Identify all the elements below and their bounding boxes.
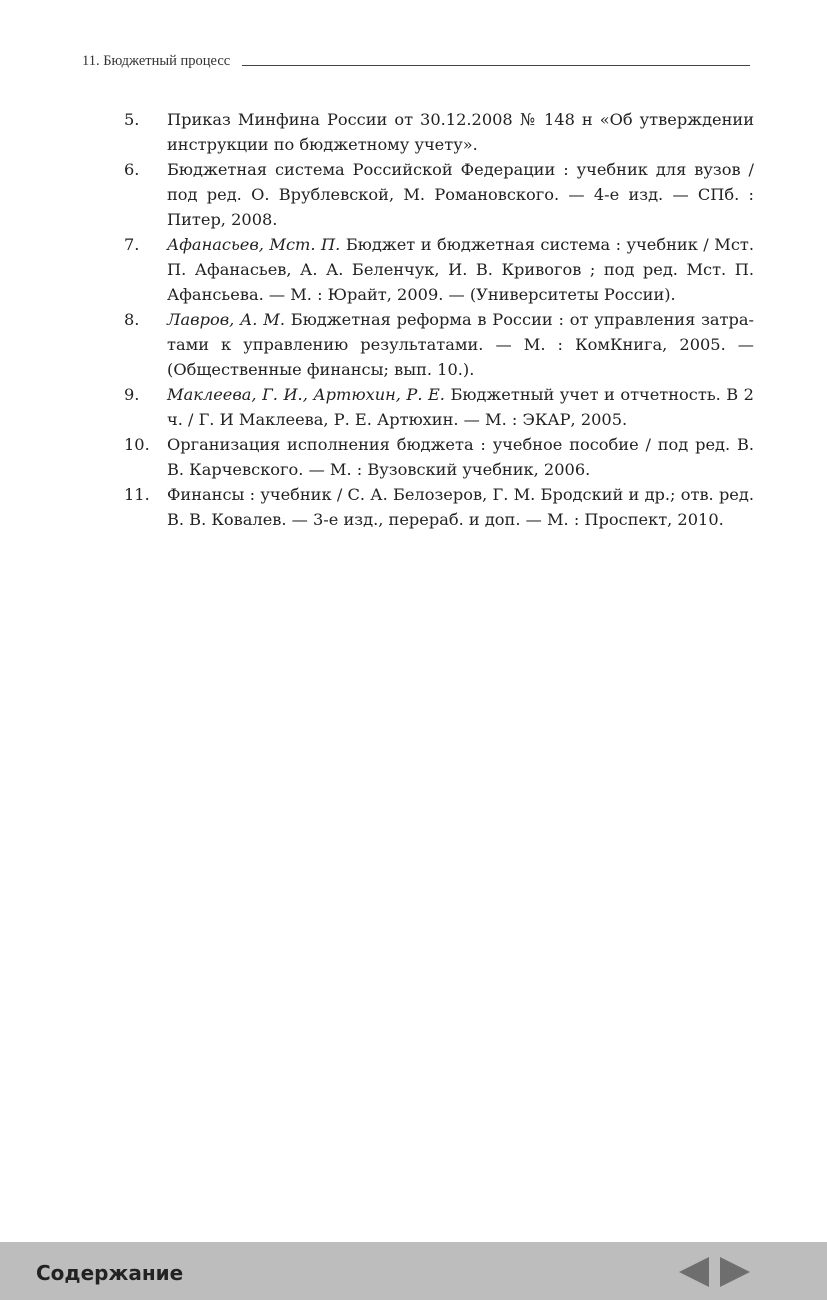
reference-number: 7. xyxy=(124,235,140,254)
footer-bar xyxy=(0,1242,827,1300)
reference-number: 11. xyxy=(124,485,150,504)
reference-body: Бюджет и бюджетная система : учебник / Мст. П. Афанасьев, А. А. Беленчук, И. В. Кривогов ; под ред. Мст. П. Афансьева. — М. : Юрайт, 2009. — (Университеты России). xyxy=(167,235,755,304)
reference-item xyxy=(124,382,754,432)
reference-author: Маклеева, Г. И., Артюхин, Р. Е. xyxy=(167,385,445,404)
running-header xyxy=(82,52,750,70)
reference-text xyxy=(167,157,754,232)
arrow-right-icon xyxy=(719,1256,751,1288)
arrow-left-icon xyxy=(678,1256,710,1288)
reference-list xyxy=(124,107,754,532)
reference-text xyxy=(167,232,754,307)
reference-body: Организация исполнения бюджета : учебное пособие / под ред. В. В. Карчевского. — М. : Вузовский учебник, 2006. xyxy=(167,435,754,479)
reference-item xyxy=(124,432,754,482)
reference-number: 9. xyxy=(124,385,140,404)
reference-text xyxy=(167,307,754,382)
reference-number: 6. xyxy=(124,160,140,179)
header-rule xyxy=(242,65,750,66)
reference-author: Афанасьев, Мст. П. xyxy=(167,235,341,254)
reference-body: Бюджетная реформа в России : от управления затратами к управлению результатами. — М. : КомКнига, 2005. — (Общественные финансы; вып. 10.). xyxy=(167,310,755,379)
reference-text xyxy=(167,382,754,432)
chapter-title: 11. Бюджетный процесс xyxy=(82,53,231,69)
reference-text xyxy=(167,482,754,532)
previous-page-button[interactable] xyxy=(678,1256,710,1288)
reference-number: 10. xyxy=(124,435,150,454)
reference-number: 8. xyxy=(124,310,140,329)
reference-body: Финансы : учебник / С. А. Белозеров, Г. М. Бродский и др.; отв. ред. В. В. Ковалев. — 3-е изд., перераб. и доп. — М. : Проспект, 2010. xyxy=(167,485,754,529)
reference-item xyxy=(124,157,754,232)
reference-item xyxy=(124,107,754,157)
reference-item xyxy=(124,307,754,382)
reference-author: Лавров, А. М. xyxy=(167,310,285,329)
table-of-contents-link[interactable]: Содержание xyxy=(36,1261,184,1285)
reference-text xyxy=(167,432,754,482)
reference-item xyxy=(124,232,754,307)
reference-number: 5. xyxy=(124,110,140,129)
reference-body: Бюджетная система Российской Федерации : учебник для вузов / под ред. О. Врублевской, М. Романовского. — 4-е изд. — СПб. : Питер, 2008. xyxy=(167,160,754,229)
next-page-button[interactable] xyxy=(719,1256,751,1288)
reference-body: Приказ Минфина России от 30.12.2008 № 148 н «Об утверждении инструкции по бюджетному учету». xyxy=(167,110,754,154)
reference-item xyxy=(124,482,754,532)
reference-text xyxy=(167,107,754,157)
reference-body: Бюджетный учет и отчетность. В 2 ч. / Г. И Маклеева, Р. Е. Артюхин. — М. : ЭКАР, 2005. xyxy=(167,385,754,429)
